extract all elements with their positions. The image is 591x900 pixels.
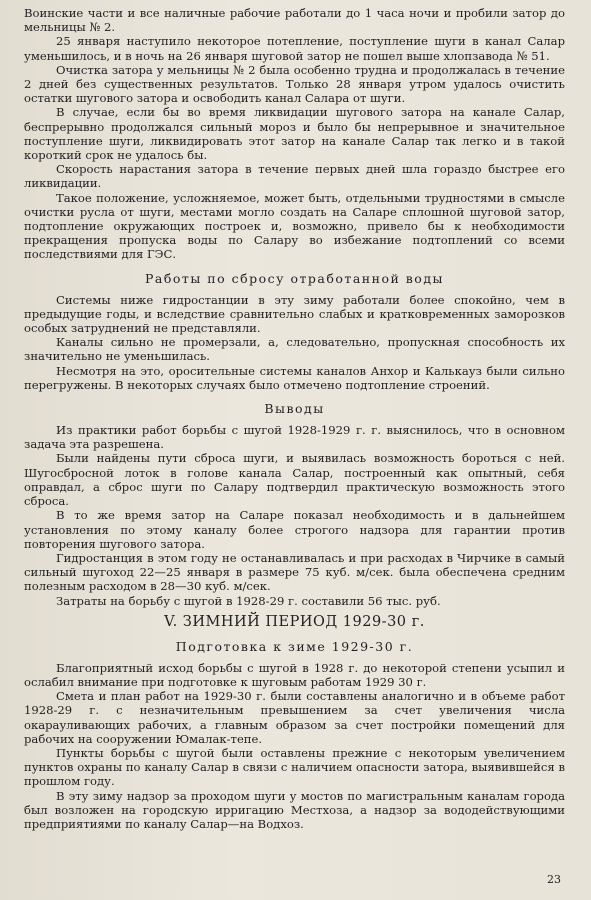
paragraph: Были найдены пути сброса шуги, и выявилась возможность бороться с ней. Шугосбросной лоток в голове канала Салар, построенный как опытный, себя оправдал, а сброс шуги по Салару подтвердил практическую возможность этого сброса. [24, 451, 565, 509]
paragraph: Несмотря на это, оросительные системы каналов Анхор и Калькауз были сильно перегружены. В некоторых случаях было отмечено подтопление строений. [24, 363, 565, 392]
section-heading-preparation: Подготовка к зиме 1929-30 г. [175, 638, 414, 654]
paragraph: Смета и план работ на 1929-30 г. были составлены аналогично и в объеме работ 1928-29 г. с незначительным превышением за счет увеличения числа окарауливающих рабочих, а главным образом за счет постройки помещений для рабочих на сооружении Юмалак-тепе. [24, 689, 565, 746]
paragraph: В эту зиму надзор за проходом шуги у мостов по магистральным каналам города был возложен на городскую ирригацию Местхоза, а надзор за вододействующими предприятиями по каналу Салар—на Водхоз. [24, 788, 565, 831]
section-heading-waste-water: Работы по сбросу отработанной воды [145, 270, 444, 286]
paragraph: 25 января наступило некоторое потепление, поступление шуги в канал Салар уменьшилось, и в ночь на 26 января шуговой затор не пошел выше хлопзавода № 51. [24, 34, 565, 63]
paragraph: Гидростанция в этом году не останавливалась и при расходах в Чирчике в самый сильный шугоход 22—25 января в размере 75 куб. м/сек. была обеспечена средним полезным расходом в 28—30 куб. м/сек. [24, 550, 565, 594]
paragraph: Такое положение, усложняемое, может быть, отдельными трудностями в смысле очистки русла от шуги, местами могло создать на Саларе сплошной шуговой затор, подтопление окружающих построек и, возможно, привело бы к необходимости прекращения пропуска воды по Салару во избежание подтоплений со всеми последствиями для ГЭС. [24, 190, 565, 262]
page-number: 23 [547, 873, 561, 886]
chapter-heading-winter-period: V. ЗИМНИЙ ПЕРИОД 1929-30 г. [164, 613, 425, 630]
paragraph: Воинские части и все наличные рабочие работали до 1 часа ночи и пробили затор до мельницы № 2. [24, 6, 565, 35]
paragraph: Пункты борьбы с шугой были оставлены прежние с некоторым увеличением пунктов охраны по каналу Салар в связи с наличием опасности затора, выявившейся в прошлом году. [24, 745, 565, 789]
paragraph: Благоприятный исход борьбы с шугой в 1928 г. до некоторой степени усыпил и ослабил внимание при подготовке к шуговым работам 1929 30 г. [24, 660, 565, 689]
paragraph: Скорость нарастания затора в течение первых дней шла гораздо быстрее его ликвидации. [24, 162, 565, 191]
section-waste-water [24, 293, 565, 392]
paragraph: Очистка затора у мельницы № 2 была особенно трудна и продолжалась в течение 2 дней без существенных результатов. Только 28 января утром удалось очистить остатки шугового затора и освободить канал Салара от шуги. [24, 62, 565, 106]
paragraph: Каналы сильно не промерзали, а, следовательно, пропускная способность их значительно не уменьшилась. [24, 335, 565, 364]
paragraph: Системы ниже гидростанции в эту зиму работали более спокойно, чем в предыдущие годы, и вследствие сравнительно слабых и кратковременных заморозков особых затруднений не представляли. [24, 292, 565, 336]
paragraph: Затраты на борьбу с шугой в 1928-29 г. составили 56 тыс. руб. [56, 593, 441, 608]
section-preparation [24, 661, 565, 831]
section-heading-conclusions: Выводы [264, 401, 325, 417]
section-conclusions [24, 423, 565, 608]
section-zator [24, 6, 565, 262]
paragraph: В случае, если бы во время ликвидации шугового затора на канале Салар, беспрерывно продолжался сильный мороз и было бы непрерывное и значительное поступление шуги, ликвидировать этот затор на канале Салар так легко и в такой короткий срок не удалось бы. [24, 105, 565, 163]
paragraph: В то же время затор на Саларе показал необходимость и в дальнейшем установления по этому каналу более строгого надзора для гарантии против повторения шугового затора. [24, 508, 565, 551]
paragraph: Из практики работ борьбы с шугой 1928-1929 г. г. выяснилось, что в основном задача эта разрешена. [24, 423, 565, 452]
